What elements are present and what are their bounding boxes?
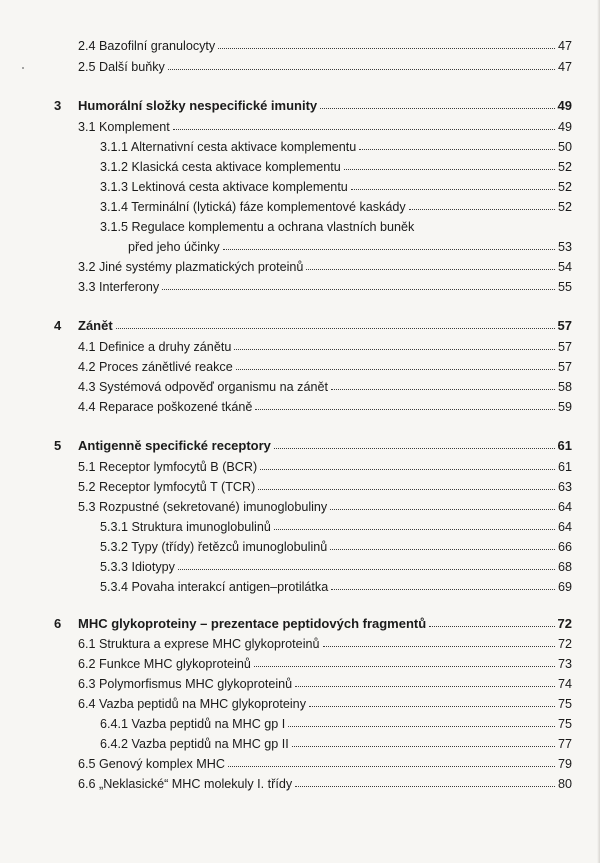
leader-dots xyxy=(429,614,554,627)
leader-dots xyxy=(288,714,555,727)
toc-entry xyxy=(0,715,600,733)
leader-dots xyxy=(258,477,555,490)
toc-entry xyxy=(0,258,600,276)
leader-dots xyxy=(223,237,555,250)
leader-dots xyxy=(409,197,555,210)
toc-entry-label: 6.5 Genový komplex MHC xyxy=(78,757,225,771)
chapter-page: 49 xyxy=(557,98,572,113)
toc-entry-page: 63 xyxy=(557,480,572,494)
toc-entry-label: 3.1.1 Alternativní cesta aktivace komplementu xyxy=(100,140,357,154)
toc-entry xyxy=(0,158,600,176)
toc-entry-label: 2.5 Další buňky xyxy=(78,60,165,74)
leader-dots xyxy=(351,177,555,190)
toc-entry xyxy=(0,398,600,416)
toc-entry-page: 47 xyxy=(557,39,572,53)
toc-entry-label: 3.2 Jiné systémy plazmatických proteinů xyxy=(78,260,304,274)
toc-entry xyxy=(0,558,600,576)
toc-entry xyxy=(0,655,600,673)
toc-entry xyxy=(0,675,600,693)
chapter-title: MHC glykoproteiny – prezentace peptidových fragmentů xyxy=(78,616,427,631)
chapter-number: 4 xyxy=(54,318,62,333)
leader-dots xyxy=(228,754,555,767)
leader-dots xyxy=(178,557,555,570)
toc-chapter xyxy=(0,437,600,455)
toc-entry-page: 73 xyxy=(557,657,572,671)
chapter-page: 72 xyxy=(557,616,572,631)
leader-dots xyxy=(359,137,555,150)
toc-entry-label: 5.3.4 Povaha interakcí antigen–protilátka xyxy=(100,580,329,594)
toc-entry-page: 79 xyxy=(557,757,572,771)
toc-entry-label: 6.2 Funkce MHC glykoproteinů xyxy=(78,657,251,671)
toc-entry-page: 52 xyxy=(557,180,572,194)
toc-entry-page: 58 xyxy=(557,380,572,394)
leader-dots xyxy=(344,157,555,170)
leader-dots xyxy=(320,96,554,109)
toc-entry-wrapped xyxy=(0,218,600,236)
toc-entry-page: 49 xyxy=(557,120,572,134)
toc-entry xyxy=(0,538,600,556)
toc-entry-label: 4.1 Definice a druhy zánětu xyxy=(78,340,232,354)
toc-entry-page: 74 xyxy=(557,677,572,691)
toc-entry xyxy=(0,775,600,793)
toc-entry-page: 59 xyxy=(557,400,572,414)
leader-dots xyxy=(331,577,555,590)
toc-entry xyxy=(0,198,600,216)
toc-entry xyxy=(0,478,600,496)
leader-dots xyxy=(218,36,555,49)
toc-entry-page: 57 xyxy=(557,340,572,354)
toc-entry xyxy=(0,378,600,396)
toc-entry-label: 3.1.5 Regulace komplementu a ochrana vlastních buněk xyxy=(100,220,415,234)
toc-entry-page: 75 xyxy=(557,697,572,711)
toc-entry xyxy=(0,578,600,596)
toc-chapter xyxy=(0,317,600,335)
toc-entry xyxy=(0,178,600,196)
chapter-title: Antigenně specifické receptory xyxy=(78,438,271,453)
leader-dots xyxy=(236,357,555,370)
toc-entry xyxy=(0,735,600,753)
toc-entry xyxy=(0,338,600,356)
toc-entry-label: 6.4.2 Vazba peptidů na MHC gp II xyxy=(100,737,289,751)
toc-entry-label: 4.4 Reparace poškozené tkáně xyxy=(78,400,253,414)
toc-entry-page: 80 xyxy=(557,777,572,791)
toc-entry-page: 66 xyxy=(557,540,572,554)
chapter-page: 61 xyxy=(557,438,572,453)
toc-entry-label: 4.3 Systémová odpověď organismu na zánět xyxy=(78,380,328,394)
leader-dots xyxy=(295,774,555,787)
leader-dots xyxy=(254,654,555,667)
toc-entry xyxy=(0,755,600,773)
toc-entry-label: před jeho účinky xyxy=(128,240,220,254)
toc-entry-page: 77 xyxy=(557,737,572,751)
leader-dots xyxy=(292,734,555,747)
toc-entry xyxy=(0,458,600,476)
toc-entry xyxy=(0,635,600,653)
toc-entry-label: 6.3 Polymorfismus MHC glykoproteinů xyxy=(78,677,293,691)
toc-chapter xyxy=(0,97,600,115)
toc-entry-page: 54 xyxy=(557,260,572,274)
toc-entry-page: 55 xyxy=(557,280,572,294)
toc-entry-page: 53 xyxy=(557,240,572,254)
chapter-number: 6 xyxy=(54,616,62,631)
toc-entry xyxy=(0,278,600,296)
toc-entry-page: 72 xyxy=(557,637,572,651)
leader-dots xyxy=(116,316,555,329)
leader-dots xyxy=(309,694,555,707)
toc-entry-label: 5.3.1 Struktura imunoglobulinů xyxy=(100,520,271,534)
toc-entry xyxy=(0,58,600,76)
leader-dots xyxy=(330,497,555,510)
toc-entry-page: 75 xyxy=(557,717,572,731)
toc-entry-label: 3.3 Interferony xyxy=(78,280,160,294)
leader-dots xyxy=(260,457,555,470)
leader-dots xyxy=(295,674,555,687)
toc-entry-label: 2.4 Bazofilní granulocyty xyxy=(78,39,216,53)
toc-entry-label: 5.3.3 Idiotypy xyxy=(100,560,175,574)
toc-entry-label: 3.1.3 Lektinová cesta aktivace komplementu xyxy=(100,180,348,194)
chapter-number: 5 xyxy=(54,438,62,453)
toc-entry-page: 61 xyxy=(557,460,572,474)
toc-entry xyxy=(0,238,600,256)
chapter-title: Humorální složky nespecifické imunity xyxy=(78,98,318,113)
toc-entry-page: 69 xyxy=(557,580,572,594)
toc-entry xyxy=(0,138,600,156)
leader-dots xyxy=(323,634,555,647)
toc-entry-label: 6.6 „Neklasické“ MHC molekuly I. třídy xyxy=(78,777,293,791)
toc-entry-page: 52 xyxy=(557,200,572,214)
toc-entry-label: 5.1 Receptor lymfocytů B (BCR) xyxy=(78,460,258,474)
toc-entry-page: 68 xyxy=(557,560,572,574)
toc-chapter xyxy=(0,615,600,633)
toc-entry-label: 6.1 Struktura a exprese MHC glykoproteinů xyxy=(78,637,320,651)
toc-entry-page: 57 xyxy=(557,360,572,374)
chapter-title: Zánět xyxy=(78,318,113,333)
leader-dots xyxy=(234,337,555,350)
chapter-page: 57 xyxy=(557,318,572,333)
leader-dots xyxy=(331,377,555,390)
toc-entry-label: 5.3.2 Typy (třídy) řetězců imunoglobulinů xyxy=(100,540,328,554)
toc-entry-label: 3.1 Komplement xyxy=(78,120,170,134)
toc-entry-label: 6.4 Vazba peptidů na MHC glykoproteiny xyxy=(78,697,306,711)
toc-entry-page: 52 xyxy=(557,160,572,174)
toc-entry xyxy=(0,37,600,55)
toc-entry-page: 64 xyxy=(557,520,572,534)
toc-entry xyxy=(0,358,600,376)
chapter-number: 3 xyxy=(54,98,62,113)
toc-entry xyxy=(0,118,600,136)
toc-entry-label: 6.4.1 Vazba peptidů na MHC gp I xyxy=(100,717,286,731)
toc-entry xyxy=(0,498,600,516)
toc-entry-page: 47 xyxy=(557,60,572,74)
leader-dots xyxy=(274,436,555,449)
toc-entry-page: 50 xyxy=(557,140,572,154)
leader-dots xyxy=(274,517,555,530)
toc-entry-label: 4.2 Proces zánětlivé reakce xyxy=(78,360,233,374)
toc-entry xyxy=(0,695,600,713)
toc-entry-label: 3.1.2 Klasická cesta aktivace komplementu xyxy=(100,160,341,174)
leader-dots xyxy=(162,277,555,290)
leader-dots xyxy=(168,57,555,70)
toc-entry-label: 3.1.4 Terminální (lytická) fáze komplementové kaskády xyxy=(100,200,406,214)
leader-dots xyxy=(306,257,555,270)
leader-dots xyxy=(330,537,555,550)
toc-entry xyxy=(0,518,600,536)
toc-entry-label: 5.3 Rozpustné (sekretované) imunoglobuliny xyxy=(78,500,328,514)
leader-dots xyxy=(173,117,555,130)
toc-entry-page: 64 xyxy=(557,500,572,514)
leader-dots xyxy=(255,397,555,410)
toc-entry-label: 5.2 Receptor lymfocytů T (TCR) xyxy=(78,480,256,494)
